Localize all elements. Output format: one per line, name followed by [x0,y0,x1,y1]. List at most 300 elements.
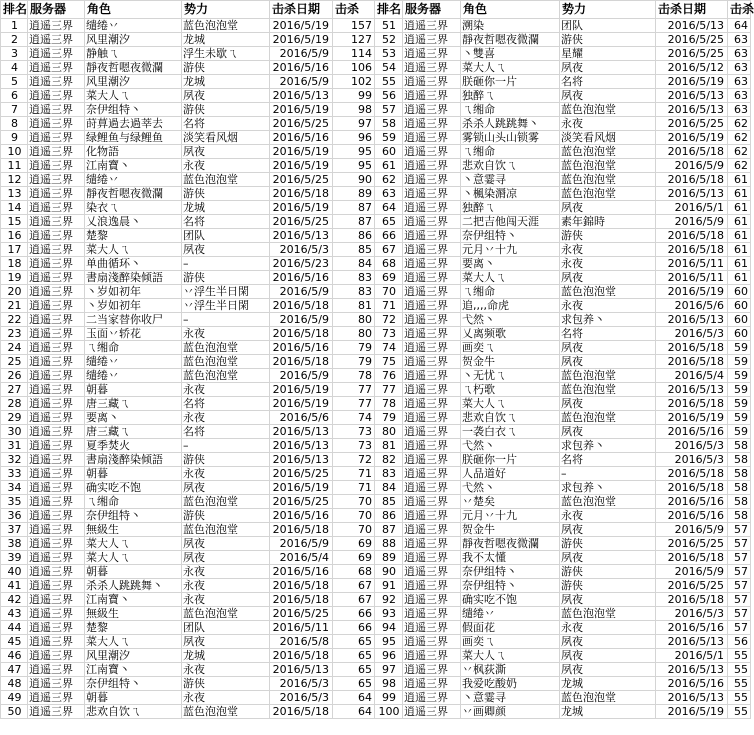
server-cell: 逍遥三界 [403,635,461,649]
faction-cell: 夙夜 [182,89,270,103]
server-cell: 逍遥三界 [28,173,85,187]
kills-cell: 96 [333,131,375,145]
rank-cell: 25 [1,355,28,369]
faction-cell: 淡笑看风烟 [560,131,656,145]
server-cell: 逍遥三界 [28,131,85,145]
faction-cell: 丷浮生半日閑 [182,285,270,299]
faction-header: 势力 [182,1,270,19]
rank-cell: 77 [375,383,403,397]
server-cell: 逍遥三界 [403,89,461,103]
server-cell: 逍遥三界 [403,103,461,117]
server-cell: 逍遥三界 [403,677,461,691]
table-row [1,355,751,369]
kill-date-cell: 2016/5/18 [656,593,728,607]
kills-cell: 66 [333,607,375,621]
faction-cell: 永夜 [560,621,656,635]
faction-cell: 夙夜 [560,397,656,411]
faction-cell: 夙夜 [182,635,270,649]
kill-date-cell: 2016/5/19 [656,411,728,425]
role-cell: 确实吃不饱 [461,593,560,607]
faction-cell: 蓝色泡泡堂 [182,495,270,509]
faction-cell: 蓝色泡泡堂 [182,341,270,355]
kills-cell: 70 [333,495,375,509]
kill-date-cell: 2016/5/19 [270,145,333,159]
kill-date-cell: 2016/5/25 [270,607,333,621]
kills-header: 击杀 [333,1,375,19]
role-cell: 朝暮 [85,691,182,705]
role-cell: 菜大人ㄟ [461,61,560,75]
faction-cell: 蓝色泡泡堂 [560,383,656,397]
kill-date-cell: 2016/5/13 [270,439,333,453]
role-cell: 要离丶 [461,257,560,271]
rank-cell: 87 [375,523,403,537]
role-cell: 奈伊组特丶 [461,579,560,593]
table-row [1,299,751,313]
server-cell: 逍遥三界 [28,327,85,341]
role-cell: 要离丶 [85,411,182,425]
faction-cell: 龙城 [560,705,656,719]
role-cell: 丷画卿颜 [461,705,560,719]
kills-cell: 64 [728,19,751,33]
kills-cell: 58 [728,439,751,453]
kills-cell: 83 [333,285,375,299]
kills-cell: 70 [333,523,375,537]
server-cell: 逍遥三界 [403,159,461,173]
server-cell: 逍遥三界 [28,565,85,579]
role-cell: 丶岁如初年 [85,285,182,299]
kills-cell: 65 [333,635,375,649]
rank-cell: 86 [375,509,403,523]
server-cell: 逍遥三界 [403,47,461,61]
server-cell: 逍遥三界 [28,299,85,313]
rank-cell: 31 [1,439,28,453]
rank-cell: 85 [375,495,403,509]
table-row [1,229,751,243]
faction-cell: 游侠 [560,229,656,243]
role-cell: 弋然丶 [461,481,560,495]
server-cell: 逍遥三界 [403,75,461,89]
rank-cell: 90 [375,565,403,579]
table-row [1,285,751,299]
rank-cell: 71 [375,299,403,313]
role-cell: 缱绻丷 [85,355,182,369]
kills-cell: 57 [728,621,751,635]
role-cell: 靜夜哲嗯夜微瀾 [85,187,182,201]
server-cell: 逍遥三界 [28,509,85,523]
faction-cell: 永夜 [182,327,270,341]
faction-cell: 夙夜 [560,355,656,369]
table-row [1,411,751,425]
kill-date-cell: 2016/5/25 [656,33,728,47]
kills-header-2: 击杀 [728,1,751,19]
kill-date-cell: 2016/5/19 [270,383,333,397]
table-row [1,243,751,257]
table-row [1,103,751,117]
rank-cell: 62 [375,173,403,187]
server-cell: 逍遥三界 [28,607,85,621]
faction-cell: 夙夜 [560,635,656,649]
kill-date-cell: 2016/5/25 [656,117,728,131]
faction-cell: 游侠 [182,61,270,75]
role-cell: 江南寶丶 [85,663,182,677]
role-cell: 缱绻丷 [85,369,182,383]
role-cell: 悲欢自饮ㄟ [85,705,182,719]
role-cell: 画奕ㄟ [461,341,560,355]
role-cell: 丷楚矣 [461,495,560,509]
server-cell: 逍遥三界 [403,131,461,145]
kill-date-cell: 2016/5/19 [270,103,333,117]
role-cell: 元月丷十九 [461,243,560,257]
kill-date-cell: 2016/5/3 [270,243,333,257]
server-cell: 逍遥三界 [403,61,461,75]
faction-cell: 永夜 [182,565,270,579]
server-cell: 逍遥三界 [403,173,461,187]
kill-date-cell: 2016/5/18 [656,397,728,411]
faction-cell: 求包养丶 [560,481,656,495]
role-cell: 独醉ㄟ [461,201,560,215]
rank-cell: 44 [1,621,28,635]
rank-cell: 94 [375,621,403,635]
table-row [1,271,751,285]
role-cell: 贺金牛 [461,355,560,369]
faction-cell: 永夜 [560,509,656,523]
kill-date-cell: 2016/5/13 [656,663,728,677]
kills-cell: 58 [728,509,751,523]
kills-cell: 59 [728,425,751,439]
table-row [1,327,751,341]
role-cell: 杀杀人跳跳舞丶 [461,117,560,131]
kill-date-cell: 2016/5/13 [656,19,728,33]
kills-cell: 95 [333,159,375,173]
faction-cell: 夙夜 [182,537,270,551]
role-cell: 奈伊组特丶 [85,509,182,523]
kill-date-cell: 2016/5/13 [270,663,333,677]
table-row [1,523,751,537]
kill-date-cell: 2016/5/25 [270,495,333,509]
role-cell: ㄟ缃命 [461,285,560,299]
kill-date-cell: 2016/5/25 [270,467,333,481]
table-row [1,691,751,705]
server-cell: 逍遥三界 [28,313,85,327]
server-cell: 逍遥三界 [403,397,461,411]
faction-cell: 蓝色泡泡堂 [182,523,270,537]
rank-cell: 75 [375,355,403,369]
table-row [1,425,751,439]
kill-date-cell: 2016/5/25 [270,117,333,131]
kills-cell: 61 [728,271,751,285]
table-row [1,159,751,173]
faction-cell: 夙夜 [182,551,270,565]
faction-cell: 永夜 [560,299,656,313]
rank-cell: 40 [1,565,28,579]
server-cell: 逍遥三界 [28,495,85,509]
kill-date-cell: 2016/5/23 [270,257,333,271]
server-cell: 逍遥三界 [28,621,85,635]
faction-cell: 蓝色泡泡堂 [560,411,656,425]
table-row [1,579,751,593]
kills-cell: 58 [728,453,751,467]
kills-cell: 64 [333,705,375,719]
server-cell: 逍遥三界 [403,425,461,439]
server-cell: 逍遥三界 [403,327,461,341]
server-cell: 逍遥三界 [28,705,85,719]
faction-cell: 游侠 [182,271,270,285]
role-cell: 化物語 [85,145,182,159]
rank-cell: 100 [375,705,403,719]
server-cell: 逍遥三界 [403,299,461,313]
server-cell: 逍遥三界 [28,649,85,663]
table-row [1,257,751,271]
rank-cell: 16 [1,229,28,243]
role-cell: 单曲循环丶 [85,257,182,271]
kill-date-cell: 2016/5/16 [270,509,333,523]
kills-cell: 62 [728,131,751,145]
faction-cell: 龙城 [182,649,270,663]
kills-cell: 95 [333,145,375,159]
server-cell: 逍遥三界 [403,271,461,285]
rank-cell: 95 [375,635,403,649]
server-cell: 逍遥三界 [403,257,461,271]
kill-date-cell: 2016/5/16 [656,677,728,691]
kill-date-cell: 2016/5/16 [270,271,333,285]
role-cell: ㄟ缃命 [461,103,560,117]
role-cell: 玉面丷轿花 [85,327,182,341]
role-cell: 溯染 [461,19,560,33]
role-cell: 朝暮 [85,383,182,397]
faction-cell: 游侠 [182,103,270,117]
kill-date-cell: 2016/5/13 [656,103,728,117]
faction-cell: 永夜 [560,243,656,257]
role-cell: 弋然丶 [461,313,560,327]
role-cell: 朕砸你一片 [461,453,560,467]
server-cell: 逍遥三界 [28,215,85,229]
rank-cell: 72 [375,313,403,327]
faction-cell: 团队 [182,229,270,243]
kill-date-cell: 2016/5/3 [656,453,728,467]
table-row [1,705,751,719]
kills-cell: 87 [333,201,375,215]
kill-date-cell: 2016/5/25 [656,579,728,593]
kills-cell: 79 [333,341,375,355]
rank-cell: 4 [1,61,28,75]
kill-date-cell: 2016/5/25 [656,47,728,61]
table-body [1,19,751,719]
faction-cell: 求包养丶 [560,313,656,327]
role-cell: 奈伊组特丶 [85,103,182,117]
kills-cell: 57 [728,565,751,579]
kills-cell: 114 [333,47,375,61]
kills-cell: 71 [333,467,375,481]
table-row [1,383,751,397]
server-cell: 逍遥三界 [403,355,461,369]
rank-cell: 10 [1,145,28,159]
table-row [1,677,751,691]
rank-cell: 99 [375,691,403,705]
faction-cell: 夙夜 [560,61,656,75]
faction-cell: 永夜 [182,411,270,425]
faction-cell: 浮生未歇ㄟ [182,47,270,61]
kill-date-cell: 2016/5/18 [270,355,333,369]
server-cell: 逍遥三界 [403,495,461,509]
rank-cell: 67 [375,243,403,257]
role-cell: 悲欢自饮ㄟ [461,411,560,425]
faction-cell: 名将 [560,453,656,467]
role-cell: 菜大人ㄟ [85,89,182,103]
rank-cell: 22 [1,313,28,327]
server-cell: 逍遥三界 [403,215,461,229]
server-cell: 逍遥三界 [403,467,461,481]
kill-date-cell: 2016/5/4 [656,369,728,383]
faction-cell: 夙夜 [182,145,270,159]
server-cell: 逍遥三界 [28,383,85,397]
rank-cell: 18 [1,257,28,271]
faction-cell: 蓝色泡泡堂 [182,607,270,621]
rank-cell: 69 [375,271,403,285]
server-cell: 逍遥三界 [28,397,85,411]
kill-date-cell: 2016/5/19 [656,75,728,89]
role-cell: 丶无忧ㄟ [461,369,560,383]
role-cell: 靜夜哲嗯夜微瀾 [461,33,560,47]
faction-cell: 蓝色泡泡堂 [560,145,656,159]
server-cell: 逍遥三界 [403,243,461,257]
kills-cell: 66 [333,621,375,635]
faction-cell: 蓝色泡泡堂 [560,173,656,187]
table-row [1,537,751,551]
table-row [1,467,751,481]
role-cell: 奈伊组特丶 [461,229,560,243]
kills-cell: 84 [333,257,375,271]
server-cell: 逍遥三界 [28,411,85,425]
rank-cell: 33 [1,467,28,481]
kills-cell: 56 [728,635,751,649]
faction-cell: 星耀 [560,47,656,61]
faction-cell: – [560,467,656,481]
role-cell: 二当家替你收尸 [85,313,182,327]
role-cell: ㄟ朽歌 [461,383,560,397]
kills-cell: 67 [333,593,375,607]
rank-cell: 51 [375,19,403,33]
rank-cell: 43 [1,607,28,621]
role-cell: 弋然丶 [461,439,560,453]
kill-date-cell: 2016/5/16 [656,425,728,439]
rank-cell: 82 [375,453,403,467]
rank-cell: 96 [375,649,403,663]
rank-cell: 70 [375,285,403,299]
server-cell: 逍遥三界 [28,691,85,705]
server-cell: 逍遥三界 [403,481,461,495]
rank-cell: 68 [375,257,403,271]
role-cell: 染衣ㄟ [85,201,182,215]
rank-cell: 54 [375,61,403,75]
faction-cell: 名将 [182,397,270,411]
server-cell: 逍遥三界 [403,593,461,607]
table-row [1,47,751,61]
role-cell: 一袭白衣ㄟ [461,425,560,439]
role-cell: 楚黎 [85,229,182,243]
kill-date-cell: 2016/5/6 [656,299,728,313]
kill-date-cell: 2016/5/9 [656,215,728,229]
faction-cell: 夙夜 [560,523,656,537]
kill-date-cell: 2016/5/13 [270,89,333,103]
kill-date-cell: 2016/5/18 [270,705,333,719]
kill-date-cell: 2016/5/6 [270,411,333,425]
role-cell: 書扇淺醉染倾語 [85,271,182,285]
kill-date-cell: 2016/5/18 [656,355,728,369]
role-cell: 菜大人ㄟ [461,397,560,411]
rank-cell: 57 [375,103,403,117]
rank-cell: 79 [375,411,403,425]
faction-cell: 龙城 [182,75,270,89]
kill-date-cell: 2016/5/13 [656,635,728,649]
faction-cell: 龙城 [182,201,270,215]
faction-cell: 团队 [182,621,270,635]
kills-cell: 57 [728,551,751,565]
kills-cell: 57 [728,607,751,621]
table-row [1,341,751,355]
role-cell: 确实吃不饱 [85,481,182,495]
kills-cell: 61 [728,229,751,243]
kill-date-header-2: 击杀日期 [656,1,728,19]
table-row [1,453,751,467]
rank-cell: 66 [375,229,403,243]
rank-cell: 58 [375,117,403,131]
server-cell: 逍遥三界 [403,117,461,131]
rank-cell: 91 [375,579,403,593]
role-cell: 悲欢自饮ㄟ [461,159,560,173]
faction-cell: 龙城 [182,33,270,47]
faction-cell: 素年錦時 [560,215,656,229]
rank-cell: 21 [1,299,28,313]
faction-cell: 永夜 [182,663,270,677]
kills-cell: 61 [728,201,751,215]
role-cell: 缱绻丷 [85,19,182,33]
kills-cell: 62 [728,117,751,131]
kills-cell: 55 [728,649,751,663]
role-cell: 靜夜哲嗯夜微瀾 [461,537,560,551]
faction-cell: 永夜 [182,467,270,481]
rank-cell: 27 [1,383,28,397]
rank-cell: 56 [375,89,403,103]
role-cell: 静触ㄟ [85,47,182,61]
server-cell: 逍遥三界 [28,369,85,383]
role-cell: 唐三藏ㄟ [85,397,182,411]
kill-date-cell: 2016/5/19 [270,201,333,215]
kills-cell: 73 [333,425,375,439]
kill-date-cell: 2016/5/19 [656,131,728,145]
header-row [1,1,751,19]
kills-cell: 55 [728,677,751,691]
server-cell: 逍遥三界 [28,425,85,439]
server-cell: 逍遥三界 [28,677,85,691]
kills-cell: 64 [333,691,375,705]
rank-cell: 6 [1,89,28,103]
role-cell: 元月丷十九 [461,509,560,523]
role-cell: 丶楓染漘凉 [461,187,560,201]
server-cell: 逍遥三界 [28,341,85,355]
server-cell: 逍遥三界 [403,649,461,663]
rank-cell: 98 [375,677,403,691]
rank-cell: 64 [375,201,403,215]
server-cell: 逍遥三界 [403,579,461,593]
table-row [1,173,751,187]
faction-cell: 永夜 [182,579,270,593]
rank-cell: 1 [1,19,28,33]
kill-date-cell: 2016/5/4 [270,551,333,565]
rank-cell: 46 [1,649,28,663]
server-cell: 逍遥三界 [403,285,461,299]
rank-cell: 49 [1,691,28,705]
server-cell: 逍遥三界 [28,285,85,299]
